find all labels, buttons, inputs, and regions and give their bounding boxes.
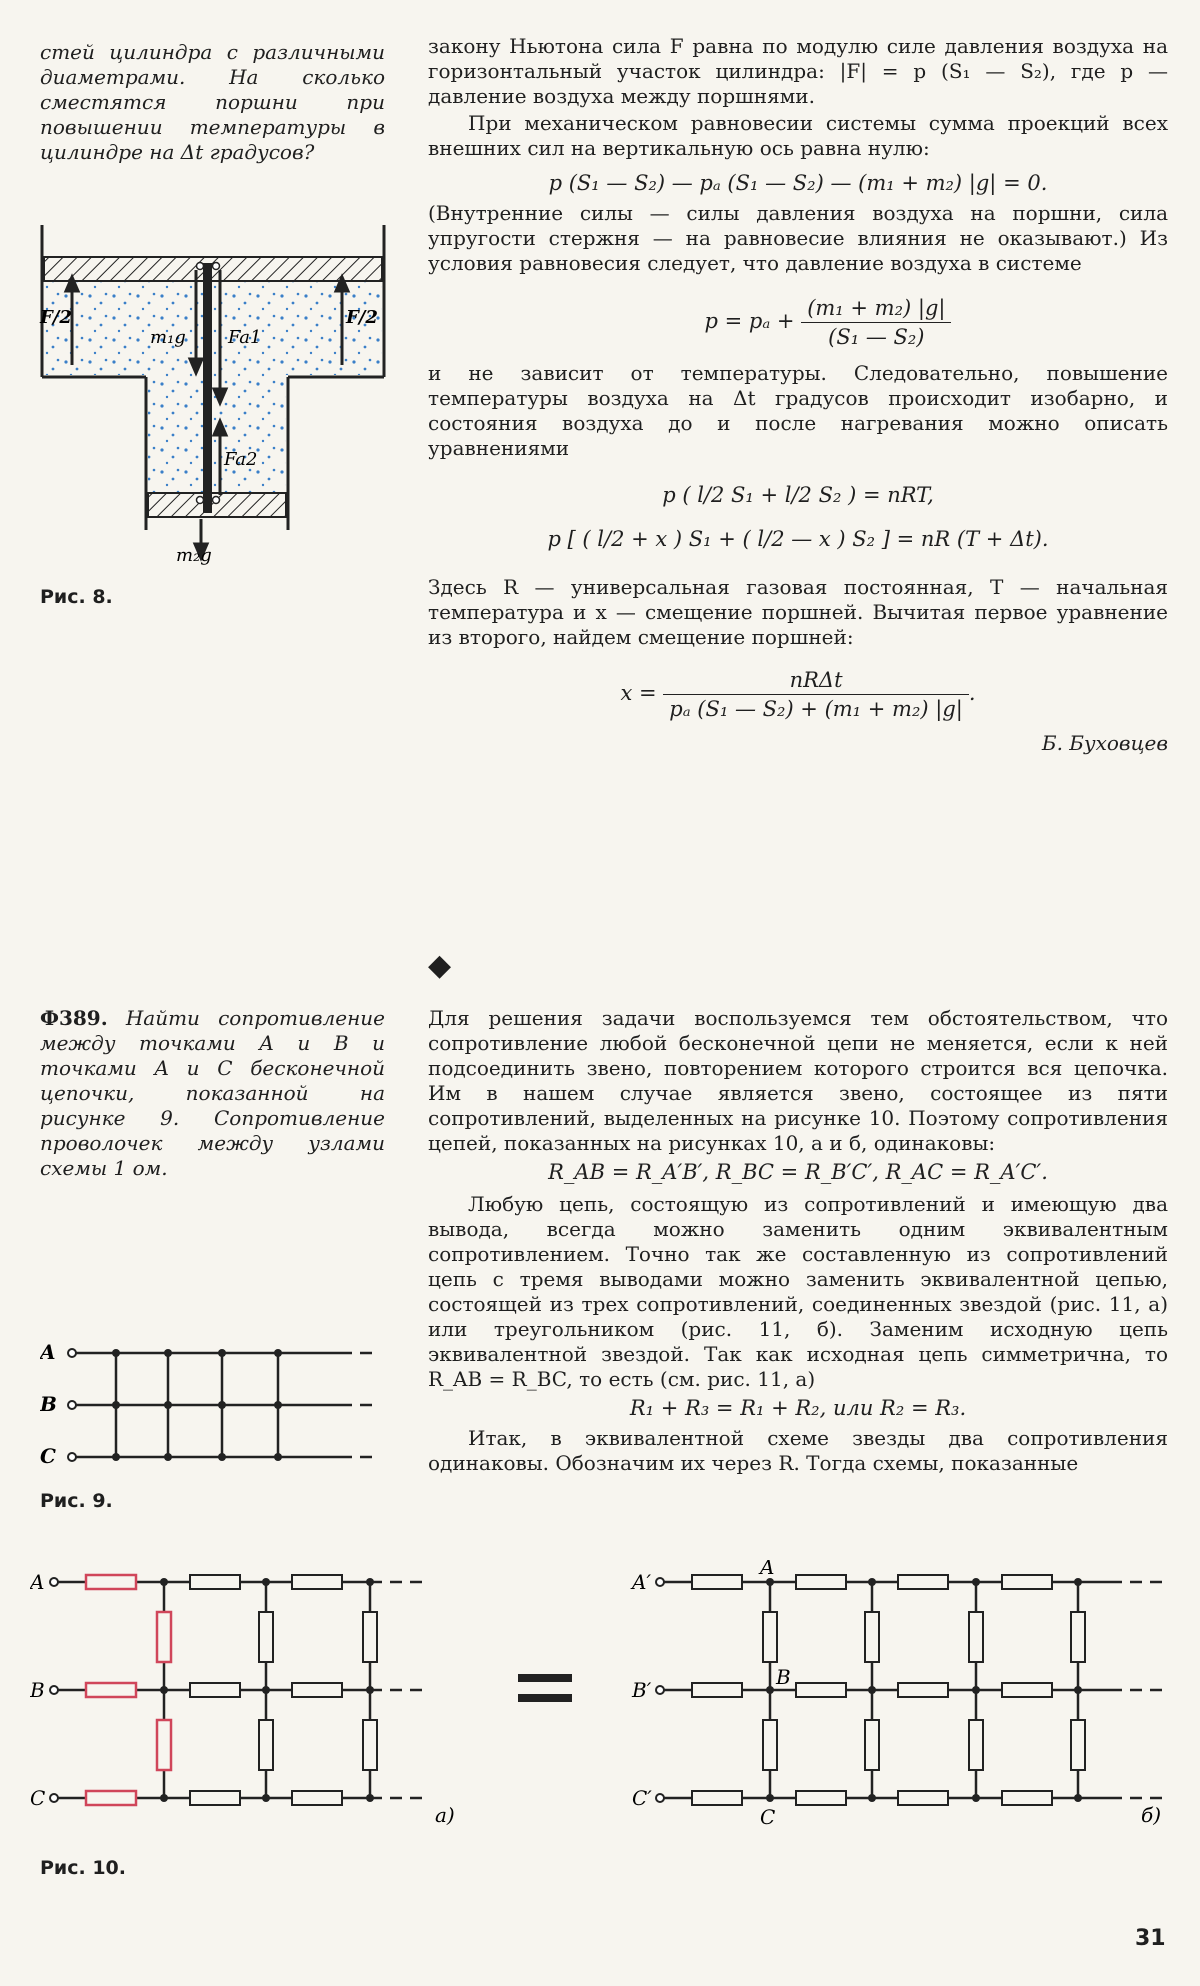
circuit-b bbox=[630, 1560, 1170, 1829]
eq2-num: (m₁ + m₂) |g| bbox=[801, 296, 951, 323]
fig8-caption: Рис. 8. bbox=[40, 586, 113, 608]
para-3: (Внутренние силы — силы давления воздуха на поршни, сила упругости стержня — на равновесие влияния не оказывают.) Из условия равновесия следует, что давление воздуха в системе bbox=[428, 201, 1168, 275]
label-m1g: m₁g bbox=[150, 327, 186, 348]
right-column-top bbox=[428, 34, 1168, 756]
circuit-a bbox=[30, 1570, 455, 1827]
fig10b-label-b-prime: B′ bbox=[632, 1678, 652, 1702]
para-5: Здесь R — универсальная газовая постоянная, T — начальная температура и x — смещение поршней. Вычитая первое уравнение из второго, найдем смещение поршней: bbox=[428, 575, 1168, 649]
equation-4: p [ ( l/2 + x ) S₁ + ( l/2 — x ) S₂ ] = nR (T + Δt). bbox=[547, 527, 1049, 551]
fig9-label-a: A bbox=[40, 1340, 56, 1364]
equation-2 bbox=[488, 296, 1168, 349]
fig10b-node-c: C bbox=[760, 1805, 776, 1829]
equation-3: p ( l/2 S₁ + l/2 S₂ ) = nRT, bbox=[662, 483, 934, 507]
fig9-label-c: C bbox=[40, 1444, 56, 1465]
figure-9 bbox=[40, 1335, 390, 1465]
fig10b-sublabel: б) bbox=[1141, 1803, 1162, 1827]
fig10a-label-c: C bbox=[30, 1786, 46, 1810]
fig9-label-b: B bbox=[40, 1392, 57, 1416]
eq5-lhs: x = bbox=[620, 681, 657, 705]
para-4: и не зависит от температуры. Следовательно, повышение температуры воздуха на Δt градусов происходит изобарно, и состояния воздуха до и после нагревания можно описать уравнениями bbox=[428, 361, 1168, 460]
eq5-end: . bbox=[968, 681, 976, 705]
fig10a-label-b: B bbox=[30, 1678, 45, 1702]
fig10b-node-a: A bbox=[760, 1560, 775, 1579]
solution-para-2: Любую цепь, состоящую из сопротивлений и имеющую два вывода, всегда можно заменить одним эквивалентным сопротивлением. Точно так же составленную из сопротивлений цепь с тремя выводами можно заменить эквивалентной цепью, состоящей из трех сопротивлений, соединенных звездой (рис. 11, а) или треугольником (рис. 11, б). Заменим исходную цепь эквивалентной звездой. Так как исходная цепь симметрична, то R_AB = R_BC, то есть (см. рис. 11, а) bbox=[428, 1192, 1168, 1391]
label-fa1: Fa1 bbox=[228, 327, 262, 348]
gas-region bbox=[44, 281, 382, 493]
signature: Б. Буховцев bbox=[1041, 731, 1168, 755]
eq5-num: nRΔt bbox=[663, 668, 969, 695]
para-1: закону Ньютона сила F равна по модулю силе давления воздуха на горизонтальный участок цилиндра: |F| = p (S₁ — S₂), где p — давление воздуха между поршнями. bbox=[428, 34, 1168, 108]
rod bbox=[203, 263, 212, 513]
label-fa2: Fa2 bbox=[224, 449, 258, 470]
problem-389 bbox=[40, 1006, 385, 1181]
right-column-bottom bbox=[428, 1006, 1168, 1476]
section-diamond: ◆ bbox=[428, 948, 452, 983]
problem-tail: стей цилиндра с различными диаметрами. На сколько сместятся поршни при повышении температуры в цилиндре на Δt градусов? bbox=[40, 40, 385, 164]
fig10b-label-c-prime: C′ bbox=[632, 1786, 652, 1810]
equation-6: R_AB = R_A′B′, R_BC = R_B′C′, R_AC = R_A′C′. bbox=[548, 1160, 1048, 1184]
label-f-left: F/2 bbox=[40, 307, 72, 328]
fig9-caption: Рис. 9. bbox=[40, 1490, 113, 1512]
eq5-den: pₐ (S₁ — S₂) + (m₁ + m₂) |g| bbox=[669, 697, 963, 721]
fig10-caption: Рис. 10. bbox=[40, 1857, 126, 1879]
label-m2g: m₂g bbox=[176, 545, 212, 565]
equation-5 bbox=[428, 668, 1168, 721]
fig10a-sublabel: а) bbox=[435, 1803, 455, 1827]
solution-para-3: Итак, в эквивалентной схеме звезды два сопротивления одинаковы. Обозначим их через R. Тогда схемы, показанные bbox=[428, 1426, 1168, 1475]
figure-8 bbox=[38, 225, 398, 565]
fig10a-label-a: A bbox=[30, 1570, 45, 1594]
label-f-right: F/2 bbox=[346, 307, 378, 328]
equation-1: p (S₁ — S₂) — pₐ (S₁ — S₂) — (m₁ + m₂) |g| = 0. bbox=[548, 171, 1048, 195]
page-number: 31 bbox=[1135, 1926, 1166, 1951]
fig10b-node-b: B bbox=[776, 1665, 791, 1689]
figure-10 bbox=[30, 1560, 1175, 1850]
equation-7: R₁ + R₃ = R₁ + R₂, или R₂ = R₃. bbox=[629, 1396, 967, 1420]
para-2: При механическом равновесии системы сумма проекций всех внешних сил на вертикальную ось равна нулю: bbox=[428, 111, 1168, 160]
fig10b-label-a-prime: A′ bbox=[632, 1570, 651, 1594]
eq2-lhs: p = pₐ + bbox=[704, 309, 795, 333]
problem-389-text: Найти сопротивление между точками A и B и точками A и C бесконечной цепочки, показанной на рисунке 9. Сопротивление проволочек между узлами схемы 1 ом. bbox=[40, 1006, 385, 1180]
equals-sign bbox=[518, 1674, 572, 1702]
eq2-den: (S₁ — S₂) bbox=[828, 325, 925, 349]
problem-389-number: Ф389. bbox=[40, 1006, 108, 1030]
solution-para-1: Для решения задачи воспользуемся тем обстоятельством, что сопротивление любой бесконечной цепи не меняется, если к ней подсоединить звено, повторением которого строится вся цепочка. Им в нашем случае является звено, состоящее из пяти сопротивлений, выделенных на рисунке 10. Поэтому сопротивления цепей, показанных на рисунках 10, а и б, одинаковы: bbox=[428, 1006, 1168, 1155]
